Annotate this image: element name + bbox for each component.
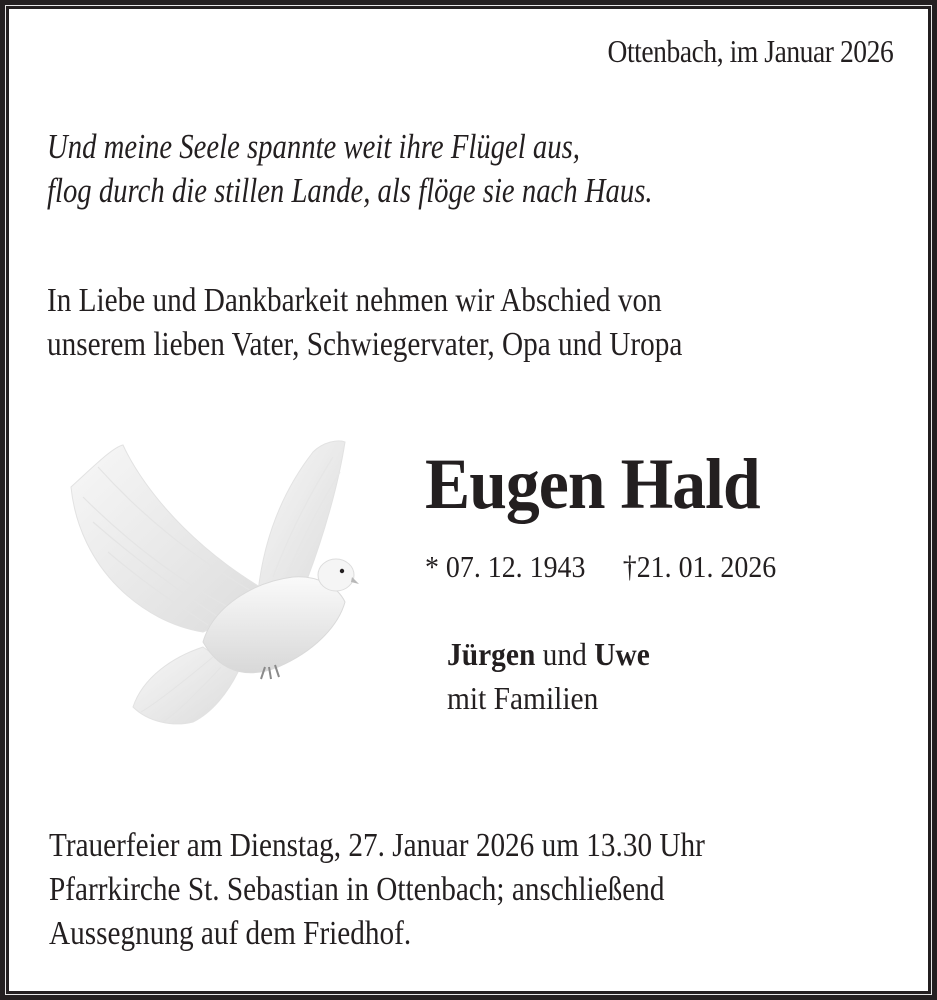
service-line-1: Trauerfeier am Dienstag, 27. Januar 2026 um 13.30 Uhr [49, 827, 705, 864]
service-line-3: Aussegnung auf dem Friedhof. [49, 915, 412, 952]
survivors-connector: und [535, 636, 595, 672]
survivors-line-1 [447, 632, 650, 676]
survivors-line-2: mit Familien [447, 680, 599, 716]
intro-text [47, 279, 682, 367]
cross-icon: † [622, 549, 637, 584]
intro-line-2: unserem lieben Vater, Schwiegervater, Opa und Uropa [47, 326, 683, 363]
birth-date: 07. 12. 1943 [445, 549, 586, 584]
survivor-name-1: Jürgen [447, 636, 536, 672]
poem-line-2: flog durch die stillen Lande, als flöge sie nach Haus. [47, 171, 653, 210]
birth-symbol: * [425, 549, 439, 584]
life-dates [425, 549, 776, 585]
obituary-notice [9, 9, 928, 991]
funeral-service-info [49, 824, 705, 956]
survivors [447, 632, 650, 720]
intro-line-1: In Liebe und Dankbarkeit nehmen wir Abschied von [47, 282, 662, 319]
place-date: Ottenbach, im Januar 2026 [607, 33, 893, 69]
death-date: 21. 01. 2026 [636, 549, 777, 584]
service-line-2: Pfarrkirche St. Sebastian in Ottenbach; anschließend [49, 871, 665, 908]
dove-icon [53, 427, 363, 737]
deceased-name: Eugen Hald [425, 444, 760, 524]
poem [47, 125, 653, 213]
survivor-name-2: Uwe [594, 636, 650, 672]
poem-line-1: Und meine Seele spannte weit ihre Flügel aus, [47, 127, 580, 166]
